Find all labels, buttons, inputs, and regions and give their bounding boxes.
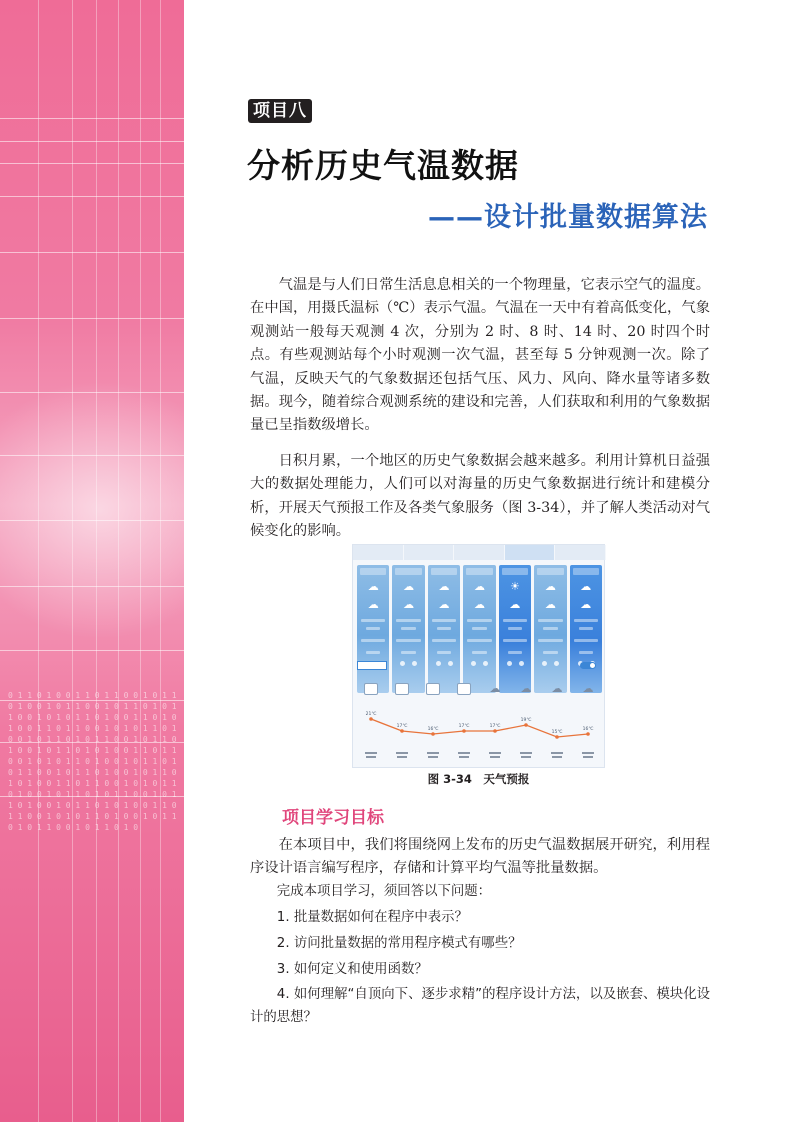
cloud-icon: ☁ <box>473 598 485 611</box>
sun-cloud-icon: ☁ <box>580 580 592 593</box>
temperature-data-label: 17℃ <box>396 724 408 729</box>
weather-forecast-figure <box>352 544 605 768</box>
cloud-icon <box>457 683 471 695</box>
hourly-forecast <box>353 679 606 769</box>
sun-cloud-icon: ☁ <box>473 580 485 593</box>
cloud-icon: ☁ <box>367 598 379 611</box>
cloud-icon: ☁ <box>438 598 450 611</box>
forecast-day-card <box>534 565 566 693</box>
temperature-point <box>431 732 435 736</box>
cloud-icon: ☁ <box>509 598 521 611</box>
temperature-point <box>400 729 404 733</box>
sun-cloud-icon: ☀ <box>509 580 520 593</box>
sun-cloud-icon: ☁ <box>403 580 415 593</box>
hourly-label <box>576 751 600 760</box>
hourly-label <box>452 751 476 760</box>
temperature-data-label: 16℃ <box>582 727 594 732</box>
sun-cloud-icon: ☁ <box>438 580 450 593</box>
project-badge: 项目八 <box>248 99 312 123</box>
cloud-icon: ☁ <box>580 598 592 611</box>
decorative-sidebar <box>0 0 184 1122</box>
temperature-point <box>462 729 466 733</box>
cloud-icon: ☁ <box>582 682 594 695</box>
temperature-data-label: 15℃ <box>551 730 563 735</box>
temperature-point <box>369 717 373 721</box>
question-item: 4. 如何理解“自顶向下、逐步求精”的程序设计方法，以及嵌套、模块化设计的思想？ <box>250 987 710 1026</box>
forecast-toggle <box>580 662 596 669</box>
cloud-icon <box>395 683 409 695</box>
hourly-label <box>421 751 445 760</box>
goals-paragraph: 在本项目中，我们将围绕网上发布的历史气温数据展开研究，利用程序设计语言编写程序，存储和计算平均气温等批量数据。 <box>250 837 710 877</box>
hourly-label <box>545 751 569 760</box>
page-subtitle: ——设计批量数据算法 <box>428 202 708 233</box>
hourly-label <box>359 751 383 760</box>
forecast-day-card <box>428 565 460 693</box>
daily-forecast-cards <box>357 565 602 693</box>
figure-caption: 图 3-34 天气预报 <box>427 772 530 786</box>
hourly-label <box>514 751 538 760</box>
temperature-point <box>493 729 497 733</box>
temperature-data-label: 17℃ <box>458 724 470 729</box>
question-item: 3. 如何定义和使用函数？ <box>276 962 428 977</box>
temperature-point <box>586 732 590 736</box>
cloud-icon: ☁ <box>544 598 556 611</box>
temperature-data-label: 16℃ <box>427 727 439 732</box>
forecast-day-card <box>499 565 531 693</box>
forecast-tab-bar <box>353 545 606 560</box>
body-paragraph-2: 日积月累，一个地区的历史气象数据会越来越多。利用计算机日益强大的数据处理能力，人们可以对海量的历史气象数据进行统计和建模分析，开展天气预报工作及各类气象服务（图 3-34），并了解人类活动对气候变化的影响。 <box>250 453 710 540</box>
forecast-day-card <box>392 565 424 693</box>
forecast-day-card <box>570 565 602 693</box>
sidebar-binary-pattern: 0 1 1 0 1 0 0 1 1 0 1 1 0 0 1 0 1 1 0 1 0 0 1 0 1 1 0 0 1 0 1 1 0 1 0 1 1 0 0 1 0 1 0 1 1 0 1 0 0 1 1 0 1 0 1 0 0 1 1 0 1 1 0 0 1 0 1 0 1 1 0 1 0 0 1 0 1 1 0 1 0 1 1 0 0 1 0 1 1 0 1 0 0 1 0 1 1 0 1 0 1 0 0 1 1 0 1 1 0 0 1 0 1 0 1 1 0 1 0 0 1 0 1 1 0 1 0 1 1 0 0 1 0 1 1 0 1 0 0 1 0 1 1 0 1 0 1 0 0 1 1 0 1 1 0 0 1 0 1 0 1 1 0 1 0 0 1 0 1 1 0 1 0 1 1 0 0 1 0 1 1 0 1 0 0 1 0 1 1 0 1 0 1 0 0 1 1 0 1 1 0 0 1 0 1 0 1 1 0 1 0 0 1 0 1 1 0 1 0 1 1 0 0 1 0 1 1 0 1 0 <box>8 691 177 832</box>
temperature-point <box>555 735 559 739</box>
hourly-label <box>483 751 507 760</box>
cloud-icon: ☁ <box>489 682 501 695</box>
cloud-icon: ☁ <box>403 598 415 611</box>
cloud-icon: ☁ <box>520 682 532 695</box>
forecast-mode-button <box>357 661 387 670</box>
temperature-point <box>524 723 528 727</box>
sidebar-glow <box>0 380 184 640</box>
body-paragraph-1: 气温是与人们日常生活息息相关的一个物理量，它表示空气的温度。在中国，用摄氏温标（℃）表示气温。气温在一天中有着高低变化，气象观测站一般每天观测 4 次，分别为 2 时、8 时、14 时、20 时四个时点。有些观测站每个小时观测一次气温，甚至每 5 分钟观测一次。除了气温，反映天气的气象数据还包括气压、风力、风向、降水量等诸多数据。现今，随着综合观测系统的建设和完善，人们获取和利用的气象数据量已呈指数级增长。 <box>250 277 710 434</box>
forecast-controls <box>357 661 602 671</box>
questions-intro: 完成本项目学习，须回答以下问题： <box>276 884 492 899</box>
temperature-data-label: 19℃ <box>520 718 532 723</box>
temperature-data-label: 17℃ <box>489 724 501 729</box>
forecast-day-card <box>463 565 495 693</box>
cloud-icon <box>426 683 440 695</box>
question-item: 2. 访问批量数据的常用程序模式有哪些？ <box>276 936 522 951</box>
page-title: 分析历史气温数据 <box>247 146 519 185</box>
forecast-day-card <box>357 565 389 693</box>
question-item: 1. 批量数据如何在程序中表示？ <box>276 910 468 925</box>
sun-cloud-icon: ☁ <box>367 580 379 593</box>
temperature-data-label: 21℃ <box>365 712 377 717</box>
cloud-icon <box>364 683 378 695</box>
section-heading-goals: 项目学习目标 <box>282 808 384 828</box>
sun-cloud-icon: ☁ <box>544 580 556 593</box>
cloud-icon: ☁ <box>551 682 563 695</box>
hourly-label <box>390 751 414 760</box>
